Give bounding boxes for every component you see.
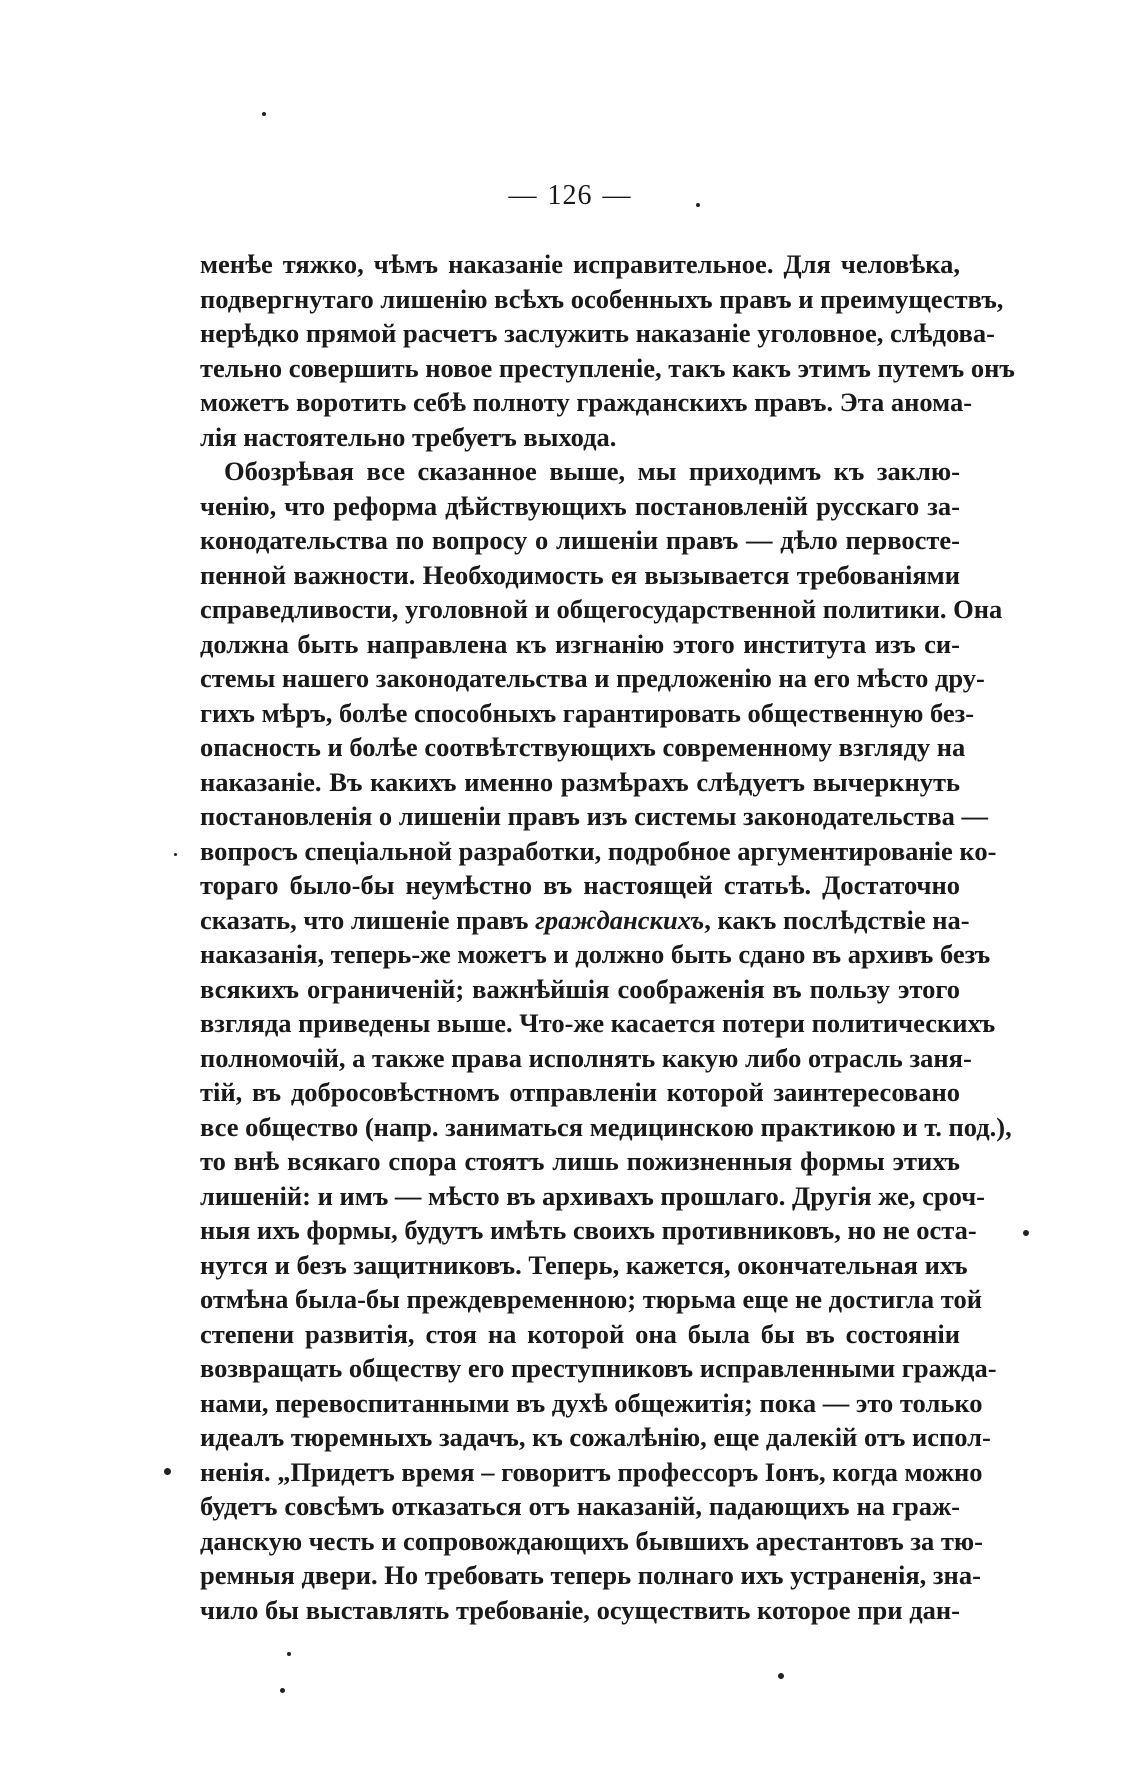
text-line: степени развитія, стоя на которой она была бы въ состояніи: [200, 1318, 960, 1349]
text-line: все общество (напр. заниматься медицинскою практикою и т. под.),: [200, 1111, 1012, 1142]
page-number-dash-right: —: [602, 180, 632, 211]
scan-speck: [164, 1468, 171, 1475]
scan-speck: [778, 1673, 784, 1679]
text-line-with-italic: [200, 903, 970, 938]
text-line: отмѣна была-бы преждевременною; тюрьма еще не достигла той: [200, 1284, 982, 1314]
text-line: полномочій, а также права исполнять какую либо отрасль заня-: [200, 1042, 972, 1073]
scan-speck: [280, 1688, 285, 1693]
text-line: то внѣ всякаго спора стоятъ лишь пожизненныя формы этихъ: [200, 1146, 960, 1176]
scan-speck: [262, 112, 266, 116]
scan-speck: [696, 203, 700, 207]
text-line: справедливости, уголовной и общегосударственной политики. Она: [200, 594, 1003, 624]
text-line: постановленія о лишеніи правъ изъ системы законодательства —: [200, 801, 988, 831]
page-number-dash-left: —: [508, 180, 538, 211]
text-line: чило бы выставлять требованіе, осуществить которое при дан-: [200, 1594, 960, 1625]
text-line: нерѣдко прямой расчетъ заслужить наказаніе уголовное, слѣдова-: [200, 318, 995, 348]
text-line: пенной важности. Необходимость ея вызывается требованіями: [200, 559, 960, 590]
text-line: менѣе тяжко, чѣмъ наказаніе исправительное. Для человѣка,: [200, 249, 960, 279]
text-line: нутся и безъ защитниковъ. Теперь, кажется, окончательная ихъ: [200, 1249, 968, 1280]
text-line: лишеній: и имъ — мѣсто въ архивахъ прошлаго. Другія же, сроч-: [200, 1180, 985, 1211]
text-line: вопросъ спеціальной разработки, подробное аргументированіе ко-: [200, 835, 997, 866]
scan-speck: [1023, 1230, 1029, 1236]
text-line: ненія. „Придетъ время – говоритъ профессоръ Іонъ, когда можно: [200, 1456, 983, 1487]
scan-speck: [287, 1652, 291, 1656]
text-line: опасность и болѣе соотвѣтствующихъ современному взгляду на: [200, 732, 966, 762]
text-line: возвращать обществу его преступниковъ исправленными гражда-: [200, 1353, 997, 1383]
text-line: будетъ совсѣмъ отказаться отъ наказаній, падающихъ на граж-: [200, 1491, 960, 1521]
text-line: идеалъ тюремныхъ задачъ, къ сожалѣнію, еще далекій отъ испол-: [200, 1422, 991, 1452]
text-segment: , какъ послѣдствіе на-: [704, 904, 970, 935]
text-line: подвергнутаго лишенію всѣхъ особенныхъ правъ и преимуществъ,: [200, 283, 1004, 314]
text-line: тораго было-бы неумѣстно въ настоящей статьѣ. Достаточно: [200, 870, 960, 900]
text-line: конодательства по вопросу о лишеніи правъ — дѣло первосте-: [200, 525, 960, 555]
page-number-value: 126: [547, 180, 593, 211]
text-line: взгляда приведены выше. Что-же касается потери политическихъ: [200, 1008, 996, 1038]
text-line: можетъ воротить себѣ полноту гражданскихъ правъ. Эта анома-: [200, 387, 973, 417]
text-line: всякихъ ограниченій; важнѣйшія соображенія въ пользу этого: [200, 973, 960, 1004]
text-line: ныя ихъ формы, будутъ имѣть своихъ противниковъ, но не оста-: [200, 1215, 977, 1245]
text-line: стемы нашего законодательства и предложенію на его мѣсто дру-: [200, 663, 985, 693]
scan-speck: [174, 853, 177, 856]
body-text: [200, 247, 1015, 1627]
text-line: гихъ мѣръ, болѣе способныхъ гарантировать общественную без-: [200, 697, 975, 728]
text-line: ремныя двери. Но требовать теперь полнаго ихъ устраненія, зна-: [200, 1560, 981, 1590]
text-line: тельно совершить новое преступленіе, такъ какъ этимъ путемъ онъ: [200, 352, 1015, 383]
text-segment: сказать, что лишеніе правъ: [200, 904, 536, 935]
text-line: наказаніе. Въ какихъ именно размѣрахъ слѣдуетъ вычеркнуть: [200, 766, 960, 797]
italic-word: гражданскихъ: [535, 904, 705, 935]
text-line: Обозрѣвая все сказанное выше, мы приходимъ къ заклю-: [224, 456, 960, 486]
text-line: лія настоятельно требуетъ выхода.: [200, 421, 617, 452]
text-line: должна быть направлена къ изгнанію этого института изъ си-: [200, 628, 960, 659]
text-line: тій, въ добросовѣстномъ отправленіи которой заинтересовано: [200, 1077, 960, 1107]
text-line: данскую честь и сопровождающихъ бывшихъ арестантовъ за тю-: [200, 1525, 983, 1556]
text-line: ченію, что реформа дѣйствующихъ постановленій русскаго за-: [200, 490, 960, 521]
text-line: нами, перевоспитанными въ духѣ общежитія; пока — это только: [200, 1387, 983, 1418]
page-number: [0, 180, 1140, 212]
text-line: наказанія, теперь-же можетъ и должно быть сдано въ архивъ безъ: [200, 939, 991, 969]
